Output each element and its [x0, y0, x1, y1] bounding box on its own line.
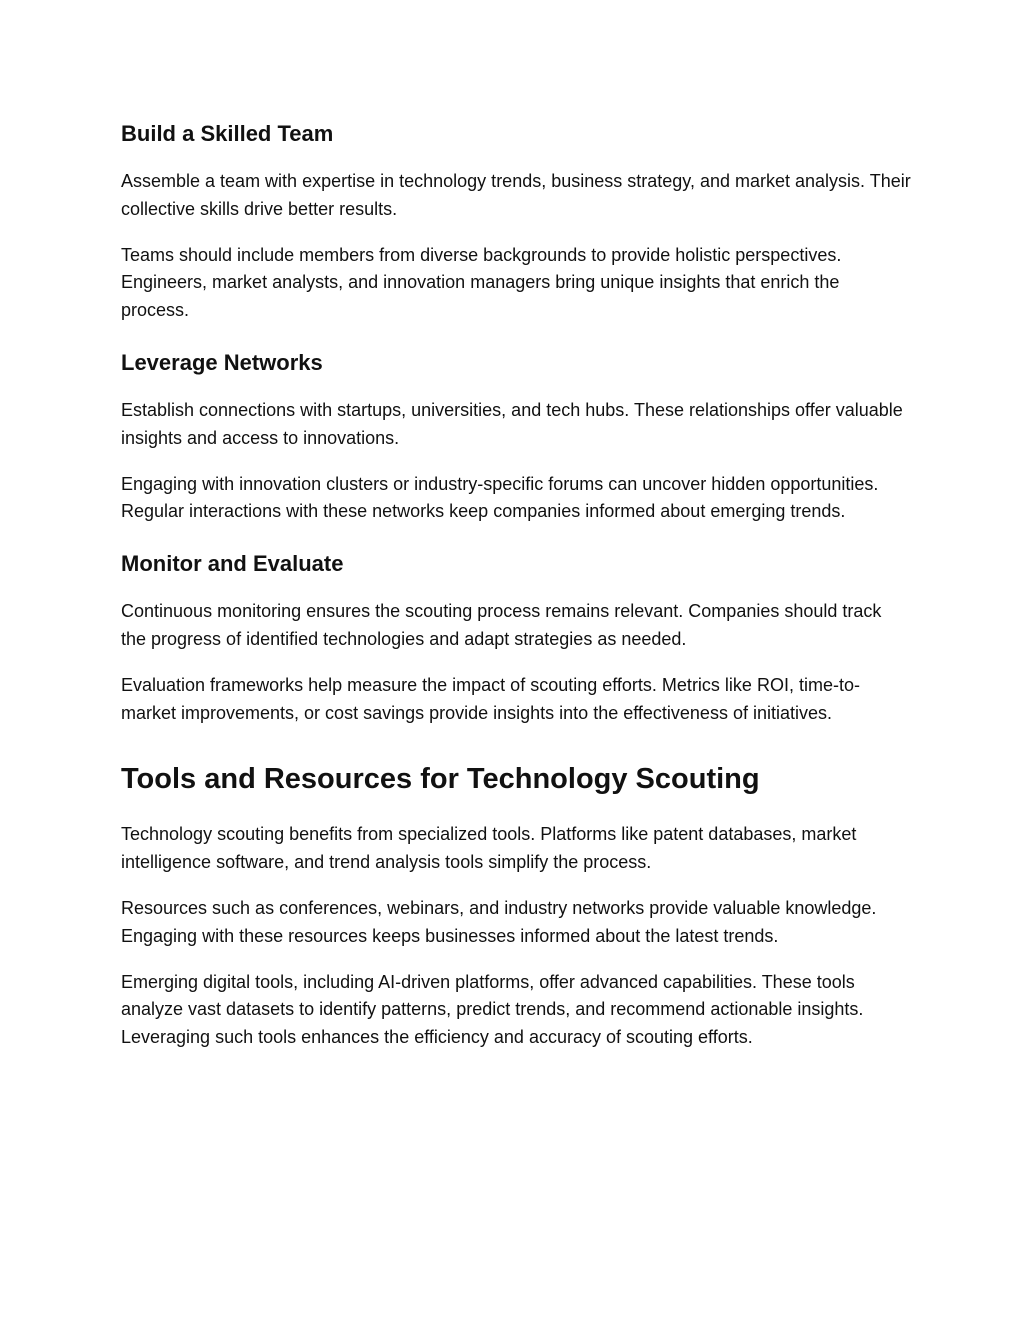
paragraph: Establish connections with startups, universities, and tech hubs. These relationships offer valuable insights and access to innovations. [121, 399, 903, 448]
paragraph: Assemble a team with expertise in technology trends, business strategy, and market analysis. Their collective skills drive better results. [121, 171, 911, 219]
paragraph: Evaluation frameworks help measure the impact of scouting efforts. Metrics like ROI, time-to-market improvements, or cost savings provide insights into the effectiveness of initiatives. [121, 674, 860, 723]
paragraph: Continuous monitoring ensures the scouting process remains relevant. Companies should track the progress of identified technologies and adapt strategies as needed. [121, 601, 882, 649]
section-heading-leverage-networks: Leverage Networks [121, 349, 323, 375]
document-page [121, 118, 911, 1052]
section-heading-monitor-evaluate: Monitor and Evaluate [121, 551, 344, 577]
section-heading-tools-resources: Tools and Resources for Technology Scouting [121, 763, 760, 796]
paragraph: Engaging with innovation clusters or industry-specific forums can uncover hidden opportunities. Regular interactions with these networks keep companies informed about emerging trends. [121, 473, 879, 522]
paragraph: Teams should include members from diverse backgrounds to provide holistic perspectives. Engineers, market analysts, and innovation managers bring unique insights that enrich the process. [121, 244, 842, 321]
paragraph: Emerging digital tools, including AI-driven platforms, offer advanced capabilities. These tools analyze vast datasets to identify patterns, predict trends, and recommend actionable insights. Leveraging such tools enhances the efficiency and accuracy of scouting efforts. [121, 971, 864, 1048]
section-heading-build-team: Build a Skilled Team [121, 121, 334, 146]
paragraph: Technology scouting benefits from specialized tools. Platforms like patent databases, market intelligence software, and trend analysis tools simplify the process. [121, 824, 857, 873]
paragraph: Resources such as conferences, webinars, and industry networks provide valuable knowledge. Engaging with these resources keeps businesses informed about the latest trends. [121, 897, 877, 946]
